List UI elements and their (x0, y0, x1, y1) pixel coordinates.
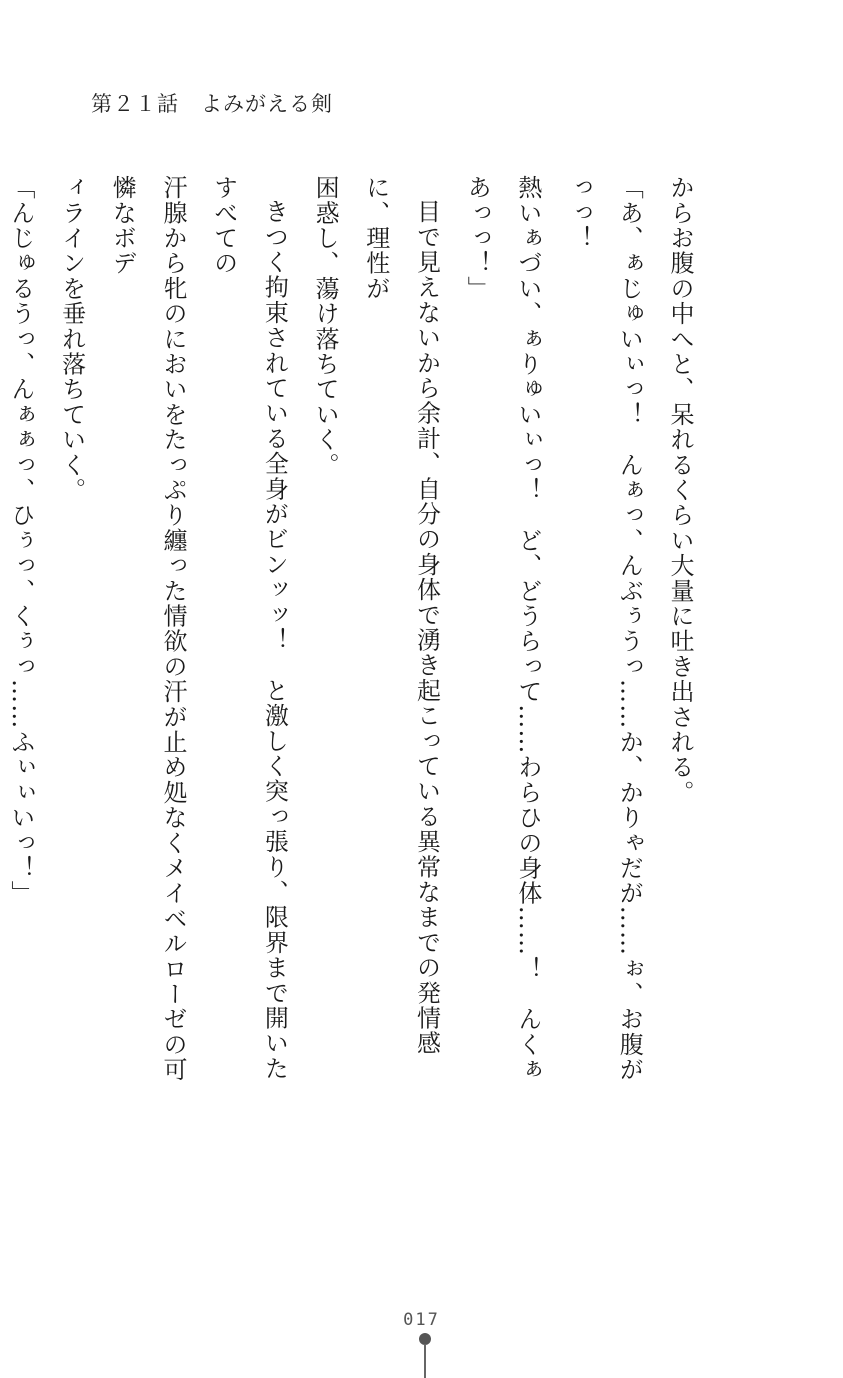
page-marker-line (424, 1344, 426, 1378)
paragraph: きつく拘束されている全身がビンッッ！ と激しく突っ張り、限界まで開いたすべての 汗腺から牝のにおいをたっぷり纏った情欲の汗が止め処なくメイベルローゼの可憐なボデ ィラインを垂れ落ちていく。 (57, 175, 289, 1083)
page-number: 017 (403, 1310, 440, 1330)
body-text (0, 175, 705, 1095)
paragraph: からお腹の中へと、呆れるくらい大量に吐き出される。 (666, 175, 694, 805)
paragraph: 「んじゅるうっ、んぁぁっ、ひぅっ、くぅっ……ふぃぃいっ！」 (6, 175, 35, 906)
paragraph: 「あ、ぁじゅいぃっ！ んぁっ、んぶぅうっ……か、かりゃだが……ぉ、お腹がっっ！ 熱いぁづい、ぁりゅいぃっ！ ど、どうらって……わらひの身体……！ んくぁあっっ！」 (463, 175, 644, 1083)
paragraph: 目で見えないから余計、自分の身体で湧き起こっている異常なまでの発情感に、理性が 困惑し、蕩け落ちていく。 (311, 175, 441, 1056)
chapter-title: 第２１話 よみがえる剣 (91, 92, 333, 116)
